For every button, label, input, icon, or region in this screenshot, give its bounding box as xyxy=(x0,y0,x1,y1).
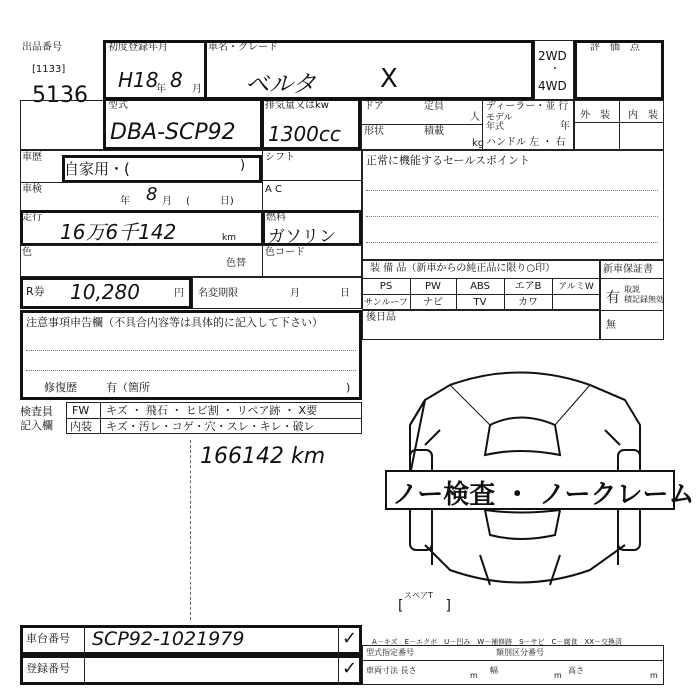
equipment-title: 装 備 品（新車からの純正品に限り○印） xyxy=(370,263,556,274)
name-change-month: 月 xyxy=(290,288,300,299)
first-registration-era-year: H18 xyxy=(118,68,159,92)
divider xyxy=(338,625,339,655)
equipment-tv: TV xyxy=(473,297,487,308)
interior-items: キズ・汚レ・コゲ・穴・スレ・キレ・破レ xyxy=(106,420,315,433)
equipment-airbag: エアB xyxy=(514,281,542,292)
equipment-leather: カワ xyxy=(518,297,538,308)
month-unit: 月 xyxy=(192,84,202,95)
registration-label: 登録番号 xyxy=(26,662,70,675)
recycle-unit: 円 xyxy=(174,288,184,299)
divider xyxy=(600,278,664,279)
lot-sub-number: [1133] xyxy=(32,64,66,75)
history-close: ) xyxy=(240,158,246,173)
lot-number: 5136 xyxy=(32,83,88,108)
width-label: 幅 xyxy=(490,666,498,675)
capacity-unit: 人 xyxy=(470,112,480,123)
displacement-value: 1300cc xyxy=(268,122,341,146)
mileage-label: 走行 xyxy=(22,212,42,223)
type-class-label: 類別区分番号 xyxy=(496,648,544,657)
repair-history-close: ) xyxy=(346,381,351,394)
interior-label: 内 装 xyxy=(628,110,658,121)
divider xyxy=(361,124,482,125)
door-label: ドア xyxy=(364,101,384,112)
equipment-pw: PW xyxy=(425,281,441,292)
divider xyxy=(600,310,664,311)
dotted-line xyxy=(366,190,658,191)
recycle-value: 10,280 xyxy=(70,280,140,304)
divider xyxy=(338,655,339,685)
handle-label: ハンドル 左 ・ 右 xyxy=(486,137,566,148)
color-code-label: 色コード xyxy=(265,247,305,258)
interior-inspect-label: 内装 xyxy=(70,420,92,433)
height-label: 高さ xyxy=(568,666,584,675)
dotted-line xyxy=(26,370,356,371)
divider xyxy=(66,418,362,419)
registration-check: ✓ xyxy=(342,658,358,679)
first-registration-label: 初度登録年月 xyxy=(108,42,168,53)
color-row xyxy=(20,245,362,277)
rear-items-box xyxy=(362,310,600,340)
lot-left-cell xyxy=(20,100,104,150)
equipment-navi: ナビ xyxy=(423,297,443,308)
model-year-unit: 年 xyxy=(560,121,570,132)
warranty-yes: 有 xyxy=(606,290,620,306)
mileage-value: 16万6千142 xyxy=(60,220,177,244)
equipment-ps: PS xyxy=(379,281,393,292)
history-value: 自家用・( xyxy=(64,160,130,178)
divider xyxy=(362,660,664,661)
divider xyxy=(262,245,263,277)
dealer-label: ディーラー・並 行 xyxy=(486,101,569,112)
divider xyxy=(362,294,600,295)
divider xyxy=(84,625,85,655)
inspection-year-unit: 年 xyxy=(120,196,130,207)
warranty-sub: 取説 積記録無効 xyxy=(624,285,664,304)
dotted-line xyxy=(26,350,356,351)
repair-history-label: 修復歴 xyxy=(44,381,77,394)
chassis-check: ✓ xyxy=(342,628,358,649)
spare-tire-bracket: [ ] xyxy=(398,598,451,614)
dotted-line xyxy=(366,242,658,243)
name-change-day: 日 xyxy=(340,288,350,299)
fw-label: FW xyxy=(72,404,90,417)
lot-number-label: 出品番号 xyxy=(22,42,62,53)
name-change-label: 名変期限 xyxy=(198,288,238,299)
color-label: 色 xyxy=(22,247,32,258)
shift-label: シフト xyxy=(265,152,295,163)
ac-label: A C xyxy=(265,184,283,195)
chassis-label: 車台番号 xyxy=(26,632,70,645)
divider xyxy=(84,655,85,685)
fuel-value: ガソリン xyxy=(268,227,336,247)
length-label: 車両寸法 長さ xyxy=(366,666,417,675)
equipment-sunroof: サンルーフ xyxy=(364,298,408,308)
repaint-label: 色替 xyxy=(226,258,246,269)
tally-label: 型式指定番号 xyxy=(366,648,414,657)
model-value: DBA-SCP92 xyxy=(110,120,236,145)
sales-point-label: 正常に機能するセールスポイント xyxy=(366,154,531,167)
load-label: 積載 xyxy=(424,126,444,137)
year-unit: 年 xyxy=(156,84,166,95)
drive-separator: ・ xyxy=(550,64,560,75)
equipment-alloy: アルミW xyxy=(558,282,594,292)
dotted-line xyxy=(366,216,658,217)
divider xyxy=(262,180,362,181)
history-label: 車歴 xyxy=(22,152,42,163)
height-unit: m xyxy=(650,671,658,680)
dashed-guide xyxy=(190,440,191,620)
divider xyxy=(20,182,262,183)
capacity-label: 定員 xyxy=(424,101,444,112)
width-unit: m xyxy=(554,671,562,680)
inspection-label: 車検 xyxy=(22,184,42,195)
divider xyxy=(100,402,101,434)
shape-label: 形状 xyxy=(364,126,384,137)
displacement-label: 排気量又はkw xyxy=(265,100,329,111)
divider xyxy=(619,100,620,150)
history-highlight xyxy=(62,155,262,183)
spare-tire-label: スペアT xyxy=(404,591,433,600)
score-label: 評 価 点 xyxy=(590,42,640,53)
notes-title: 注意事項申告欄（不具合内容等は具体的に記入して下さい） xyxy=(26,316,323,329)
drive-4wd: 4WD xyxy=(538,79,567,93)
inspection-month-unit: 月 xyxy=(162,196,172,207)
damage-legend: A－キズ E－エクボ U－凹み W－補修跡 S－サビ C－腐食 XX－交換済 xyxy=(372,638,623,646)
first-registration-month: 8 xyxy=(170,68,183,92)
length-unit: m xyxy=(470,671,478,680)
warranty-no: 無 xyxy=(606,320,616,331)
handwritten-mileage: 166142 km xyxy=(200,444,326,469)
equipment-abs: ABS xyxy=(470,281,490,292)
drive-2wd: 2WD xyxy=(538,49,567,63)
car-name-label: 車名・グレード xyxy=(208,42,278,53)
rear-items-label: 後日品 xyxy=(366,312,396,323)
stamp-text: ノー検査 ・ ノークレーム xyxy=(392,480,695,510)
load-unit: kg xyxy=(472,138,485,149)
grade-value: X xyxy=(380,64,398,94)
inspector-label: 検査員 記入欄 xyxy=(20,405,53,432)
exterior-label: 外 装 xyxy=(580,110,610,121)
registration-box xyxy=(20,655,362,685)
chassis-value: SCP92-1021979 xyxy=(92,628,245,650)
repair-history-value: 有（箇所 xyxy=(106,381,150,394)
model-year-label: モデル 年式 xyxy=(486,113,513,132)
recycle-label: R券 xyxy=(26,285,45,298)
divider xyxy=(482,100,483,150)
inspection-month-value: 8 xyxy=(146,184,158,205)
mileage-unit: km xyxy=(222,233,236,243)
car-name-value: ベルタ xyxy=(245,70,317,98)
inspection-day: ( 日) xyxy=(186,196,234,207)
fuel-label: 燃料 xyxy=(266,212,286,223)
fw-items: キズ ・ 飛石 ・ ヒビ割 ・ リペア跡 ・ X要 xyxy=(106,404,318,417)
warranty-label: 新車保証書 xyxy=(603,264,653,275)
divider xyxy=(362,278,600,279)
model-label: 型式 xyxy=(108,100,128,111)
